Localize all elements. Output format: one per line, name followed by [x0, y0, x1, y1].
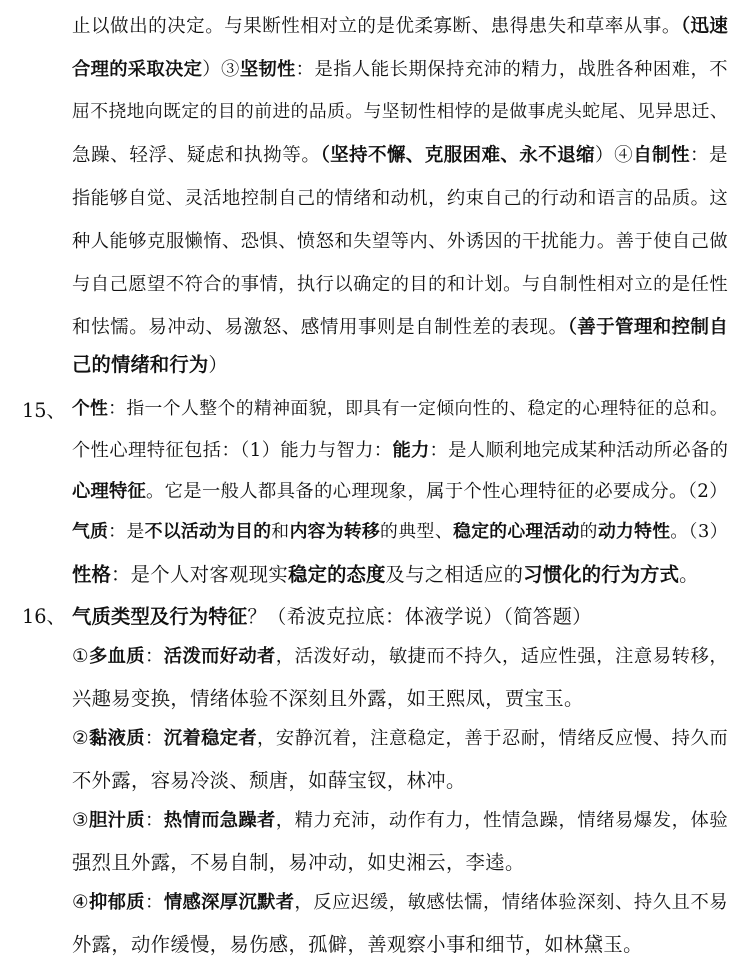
- text-line: 兴趣易变换，情绪体验不深刻且外露，如王熙凤，贾宝玉。: [72, 687, 584, 710]
- text-line: 外露，动作缓慢，易伤感，孤僻，善观察小事和细节，如林黛玉。: [72, 933, 643, 956]
- text-line: 强烈且外露，不易自制，易冲动，如史湘云，李逵。: [72, 851, 525, 874]
- text-line: ①多血质：活泼而好动者，活泼好动，敏捷而不持久，适应性强，注意易转移，: [72, 646, 728, 667]
- text-line: 个性心理特征包括：（1）能力与智力：能力：是人顺利地完成某种活动所必备的: [72, 440, 729, 461]
- text-line: ④抑郁质：情感深厚沉默者，反应迟缓，敏感怯懦，情绪体验深刻、持久且不易: [72, 892, 728, 913]
- text-line: 种人能够克服懒惰、恐惧、愤怒和失望等内、外诱因的干扰能力。善于使自己做: [72, 231, 728, 252]
- text-line: 心理特征。它是一般人都具备的心理现象，属于个性心理特征的必要成分。（2）: [72, 481, 728, 502]
- text-line: ②黏液质：沉着稳定者，安静沉着，注意稳定，善于忍耐，情绪反应慢、持久而: [72, 728, 729, 749]
- text-line: 和怯懦。易冲动、易激怒、感情用事则是自制性差的表现。（善于管理和控制自: [72, 317, 729, 338]
- text-line: 己的情绪和行为）: [72, 353, 229, 376]
- item-number: 16、: [22, 605, 66, 628]
- text-line: 屈不挠地向既定的目的前进的品质。与坚韧性相悖的是做事虎头蛇尾、见异思迁、: [72, 101, 728, 122]
- text-line: 气质类型及行为特征？（希波克拉底：体液学说）（简答题）: [72, 605, 592, 628]
- text-line: 不外露，容易冷淡、颓唐，如薛宝钗，林冲。: [72, 769, 466, 792]
- item-number: 15、: [22, 399, 66, 422]
- text-line: 合理的采取决定）③坚韧性：是指人能长期保持充沛的精力，战胜各种困难，不: [72, 59, 728, 80]
- text-line: 气质：是不以活动为目的和内容为转移的典型、稳定的心理活动的动力特性。（3）: [72, 521, 728, 542]
- text-line: ③胆汁质：热情而急躁者，精力充沛，动作有力，性情急躁，情绪易爆发，体验: [72, 810, 728, 831]
- text-line: 指能够自觉、灵活地控制自己的情绪和动机，约束自己的行动和语言的品质。这: [72, 188, 728, 209]
- text-line: 急躁、轻浮、疑虑和执拗等。（坚持不懈、克服困难、永不退缩）④自制性：是: [72, 145, 728, 166]
- text-line: 止以做出的决定。与果断性相对立的是优柔寡断、患得患失和草率从事。（迅速: [72, 16, 728, 37]
- text-line: 与自己愿望不符合的事情，执行以确定的目的和计划。与自制性相对立的是任性: [72, 274, 728, 295]
- text-line: 个性：指一个人整个的精神面貌，即具有一定倾向性的、稳定的心理特征的总和。: [72, 398, 728, 419]
- text-line: 性格：是个人对客观现实稳定的态度及与之相适应的习惯化的行为方式。: [72, 563, 699, 586]
